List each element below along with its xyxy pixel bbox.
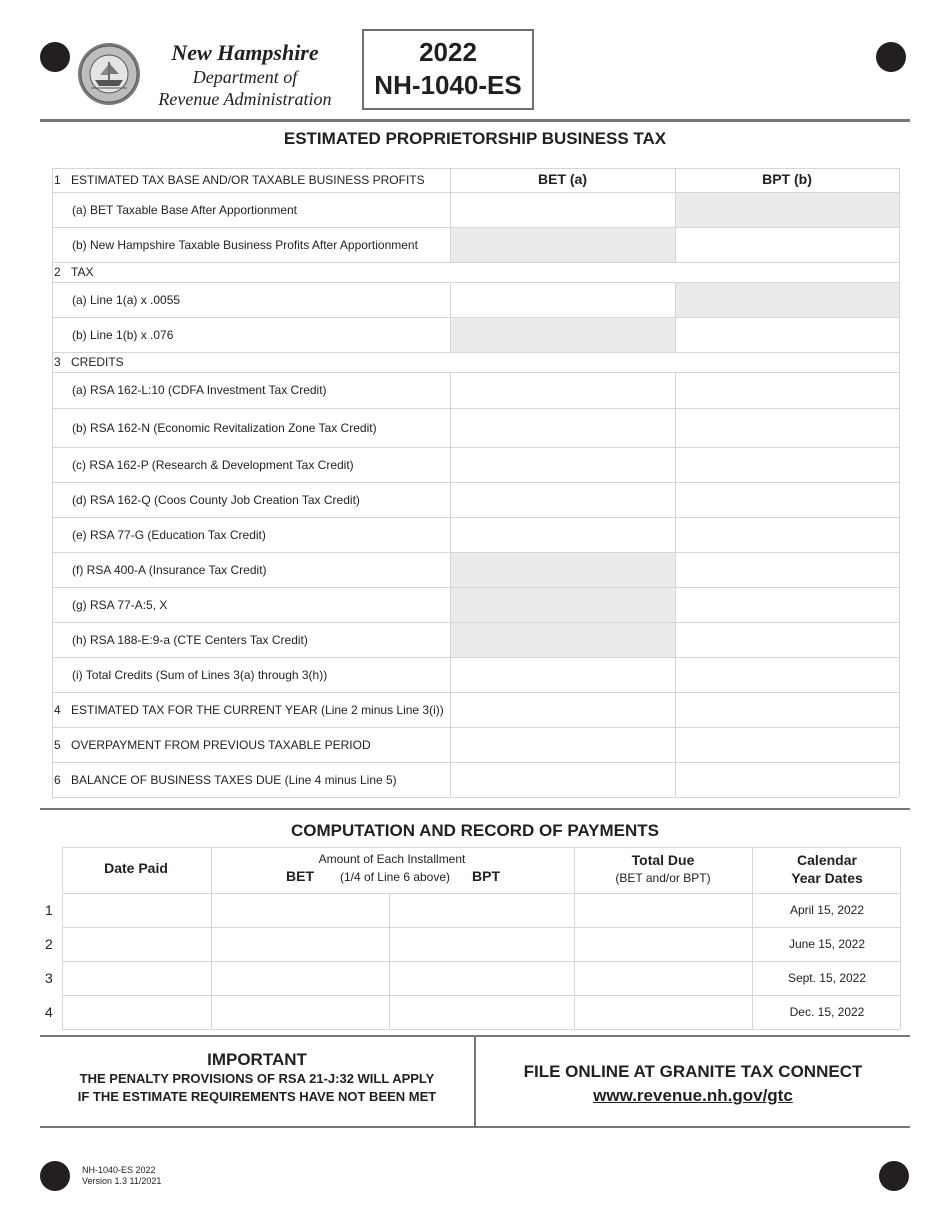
file-online-notice [476,1060,910,1108]
col-bet: BET [286,868,314,884]
col-divider [450,517,451,552]
col-divider [450,587,451,622]
row-divider [52,262,899,263]
col-divider [675,227,676,262]
date-paid-cell[interactable] [63,894,211,927]
line-number: 5 [54,738,61,752]
bpt-amount-cell [676,193,899,227]
bpt-amount-cell[interactable] [676,693,899,727]
calendar-date: Dec. 15, 2022 [789,1005,865,1019]
col-divider [675,168,676,192]
important-title: IMPORTANT [207,1050,307,1069]
col-divider [450,447,451,482]
bet-installment-cell[interactable] [212,894,389,927]
col-divider [675,317,676,352]
line-number: 1 [54,173,61,187]
col-divider [574,847,575,1029]
agency-state: New Hampshire [171,40,319,65]
bet-amount-cell[interactable] [451,409,675,447]
important-line2: IF THE ESTIMATE REQUIREMENTS HAVE NOT BEEN MET [77,1089,437,1104]
col-divider [675,282,676,317]
footer-version: Version 1.3 11/2021 [82,1176,162,1186]
payment-row-number: 3 [45,970,53,986]
col-divider [450,482,451,517]
form-year: 2022 [419,37,477,67]
col-divider [675,517,676,552]
col-divider [675,622,676,657]
table-border [52,168,53,797]
col-divider [675,692,676,727]
bet-amount-cell [451,623,675,657]
bpt-amount-cell[interactable] [676,483,899,517]
line-label: (a) BET Taxable Base After Apportionment [72,203,298,217]
line-label: OVERPAYMENT FROM PREVIOUS TAXABLE PERIOD [71,738,371,752]
col-divider [62,847,63,1029]
col-divider [450,657,451,692]
payment-row-number: 4 [45,1004,53,1020]
bet-amount-cell [451,318,675,352]
row-divider [52,797,899,798]
footer [82,1165,161,1187]
bet-amount-cell[interactable] [451,763,675,797]
col-divider [450,622,451,657]
col-divider [450,762,451,797]
total-due-cell[interactable] [575,962,752,995]
section-rule [40,808,910,810]
line-label: BALANCE OF BUSINESS TAXES DUE (Line 4 minus Line 5) [71,773,397,787]
bet-amount-cell[interactable] [451,283,675,317]
bpt-amount-cell[interactable] [676,728,899,762]
col-divider [450,317,451,352]
table-border [62,847,900,848]
col-bpt-header: BPT (b) [762,171,812,187]
agency-name [140,40,350,110]
form-id-box [362,29,534,110]
row-divider [52,352,899,353]
col-total-note: (BET and/or BPT) [615,871,711,885]
line-label: (e) RSA 77-G (Education Tax Credit) [72,528,266,542]
line-number: 6 [54,773,61,787]
calendar-date: Sept. 15, 2022 [787,971,867,985]
col-date-paid: Date Paid [104,860,168,876]
bpt-amount-cell [676,283,899,317]
col-divider [675,372,676,408]
col-divider [675,552,676,587]
bpt-amount-cell[interactable] [676,318,899,352]
bpt-installment-cell[interactable] [390,996,574,1029]
date-paid-cell[interactable] [63,962,211,995]
col-divider [675,408,676,447]
col-divider [389,893,390,1029]
col-divider [450,372,451,408]
col-divider [450,552,451,587]
col-divider [675,192,676,227]
file-online-title: FILE ONLINE AT GRANITE TAX CONNECT [523,1062,863,1081]
main-title: ESTIMATED PROPRIETORSHIP BUSINESS TAX [283,129,667,148]
date-paid-cell[interactable] [63,996,211,1029]
line-number: 2 [54,265,61,279]
bet-installment-cell[interactable] [212,928,389,961]
bet-amount-cell [451,553,675,587]
col-calendar [753,851,901,887]
col-divider [450,168,451,192]
col-divider [675,762,676,797]
total-due-cell[interactable] [575,928,752,961]
col-divider [675,482,676,517]
bpt-amount-cell[interactable] [676,623,899,657]
line-label: (a) RSA 162-L:10 (CDFA Investment Tax Credit) [72,383,327,397]
bpt-amount-cell[interactable] [676,409,899,447]
bet-amount-cell[interactable] [451,658,675,692]
bet-amount-cell[interactable] [451,728,675,762]
line-label: TAX [71,265,94,279]
line-label: CREDITS [71,355,124,369]
col-divider [450,192,451,227]
bpt-installment-cell[interactable] [390,928,574,961]
line-label: (g) RSA 77-A:5, X [72,598,168,612]
line-label: ESTIMATED TAX FOR THE CURRENT YEAR (Line 2 minus Line 3(i)) [71,703,444,717]
col-divider [211,847,212,1029]
table-border [52,168,899,169]
col-divider [450,408,451,447]
row-divider [62,1029,900,1030]
col-divider [675,657,676,692]
table-border [899,168,900,797]
date-paid-cell[interactable] [63,928,211,961]
bpt-amount-cell[interactable] [676,763,899,797]
line-label: ESTIMATED TAX BASE AND/OR TAXABLE BUSINESS PROFITS [71,173,425,187]
col-amount-note: (1/4 of Line 6 above) [339,870,451,884]
line-number: 3 [54,355,61,369]
col-divider [900,847,901,1029]
registration-dot-icon [876,42,906,72]
col-divider [450,282,451,317]
total-due-cell[interactable] [575,996,752,1029]
bpt-amount-cell[interactable] [676,553,899,587]
line-label: (c) RSA 162-P (Research & Development Tax Credit) [72,458,354,472]
payment-row-number: 1 [45,902,53,918]
bet-amount-cell[interactable] [451,193,675,227]
bet-amount-cell[interactable] [451,483,675,517]
bet-amount-cell[interactable] [451,373,675,408]
bet-amount-cell [451,228,675,262]
registration-dot-icon [40,1161,70,1191]
header-rule [40,119,910,122]
line-label: (b) New Hampshire Taxable Business Profits After Apportionment [72,238,418,252]
bpt-amount-cell[interactable] [676,448,899,482]
line-label: (i) Total Credits (Sum of Lines 3(a) through 3(h)) [72,668,328,682]
bpt-installment-cell[interactable] [390,962,574,995]
col-divider [675,587,676,622]
col-bet-header: BET (a) [538,171,587,187]
bottom-rule-bottom [40,1126,910,1128]
bpt-amount-cell[interactable] [676,518,899,552]
col-total-due: Total Due [631,852,695,868]
important-notice [40,1050,474,1106]
col-calendar-line1: Calendar [797,852,857,868]
col-amount-header: Amount of Each Installment [318,852,466,866]
line-number: 4 [54,703,61,717]
total-due-cell[interactable] [575,894,752,927]
bpt-amount-cell[interactable] [676,658,899,692]
bet-installment-cell[interactable] [212,996,389,1029]
payment-row-number: 2 [45,936,53,952]
payments-title: COMPUTATION AND RECORD OF PAYMENTS [290,821,660,840]
calendar-date: June 15, 2022 [788,937,866,951]
col-divider [450,727,451,762]
bpt-installment-cell[interactable] [390,894,574,927]
important-line1: THE PENALTY PROVISIONS OF RSA 21-J:32 WILL APPLY [79,1071,435,1086]
registration-dot-icon [40,42,70,72]
bet-amount-cell[interactable] [451,448,675,482]
bpt-amount-cell[interactable] [676,228,899,262]
bet-amount-cell[interactable] [451,518,675,552]
line-label: (a) Line 1(a) x .0055 [72,293,181,307]
col-divider [752,847,753,1029]
line-label: (b) Line 1(b) x .076 [72,328,174,342]
bet-installment-cell[interactable] [212,962,389,995]
col-divider [675,727,676,762]
footer-form-id: NH-1040-ES 2022 [82,1165,156,1175]
line-label: (b) RSA 162-N (Economic Revitalization Zone Tax Credit) [72,421,377,435]
col-bpt: BPT [472,868,500,884]
calendar-date: April 15, 2022 [789,903,865,917]
form-number: NH-1040-ES [374,70,522,100]
registration-dot-icon [879,1161,909,1191]
bpt-amount-cell[interactable] [676,373,899,408]
col-calendar-line2: Year Dates [791,870,863,886]
agency-division: Revenue Administration [158,89,332,109]
bet-amount-cell[interactable] [451,693,675,727]
file-online-link[interactable]: www.revenue.nh.gov/gtc [593,1086,793,1105]
bet-amount-cell [451,588,675,622]
col-divider [675,447,676,482]
nh-state-seal-icon [77,42,141,106]
line-label: (f) RSA 400-A (Insurance Tax Credit) [72,563,267,577]
col-divider [450,692,451,727]
agency-dept: Department of [192,67,298,87]
line-label: (h) RSA 188-E:9-a (CTE Centers Tax Credit) [72,633,308,647]
line-label: (d) RSA 162-Q (Coos County Job Creation Tax Credit) [72,493,360,507]
col-divider [450,227,451,262]
bpt-amount-cell[interactable] [676,588,899,622]
